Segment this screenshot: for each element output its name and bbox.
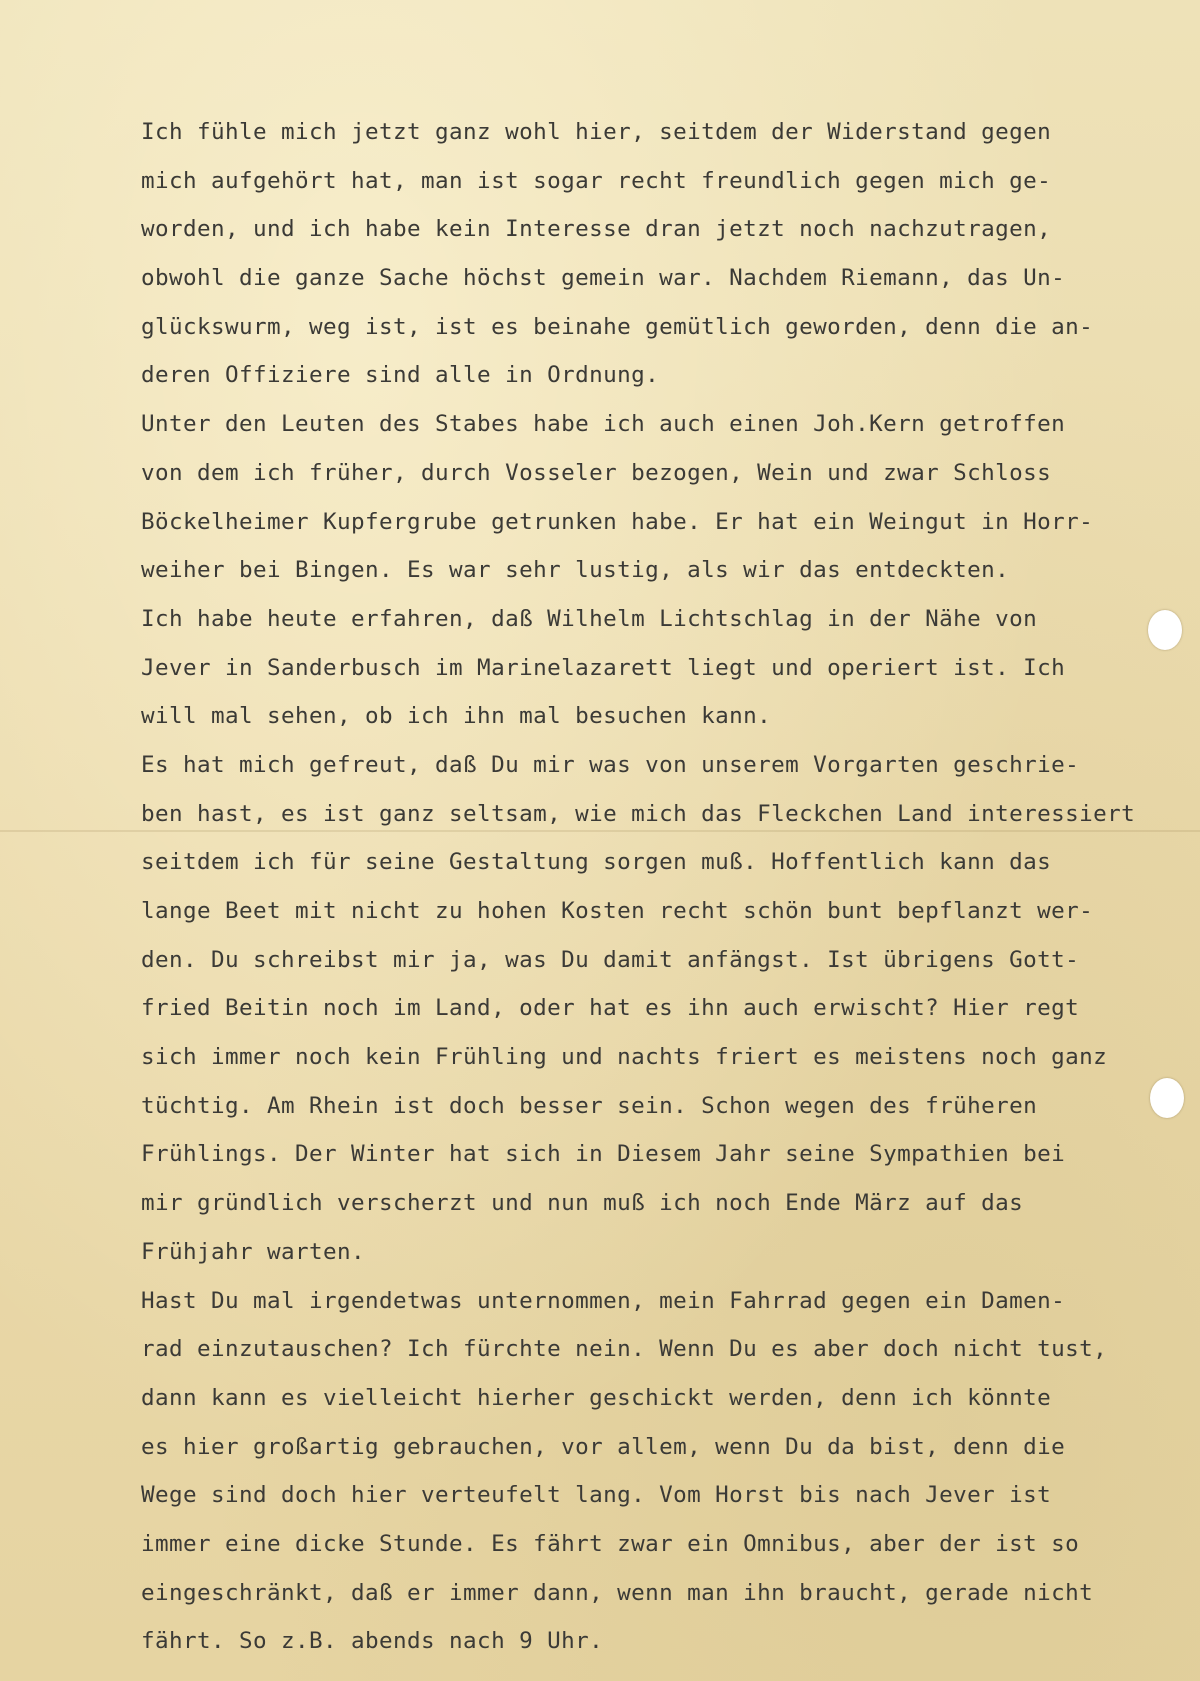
- text-line: deren Offiziere sind alle in Ordnung.: [141, 362, 660, 389]
- text-line: Es hat mich gefreut, daß Du mir was von unserem Vorgarten geschrie-: [141, 751, 1080, 778]
- text-line: Unter den Leuten des Stabes habe ich auch einen Joh.Kern getroffen: [141, 411, 1066, 438]
- text-line: fried Beitin noch im Land, oder hat es ihn auch erwischt? Hier regt: [141, 995, 1080, 1022]
- text-line: weiher bei Bingen. Es war sehr lustig, als wir das entdeckten.: [141, 557, 1010, 584]
- text-line: tüchtig. Am Rhein ist doch besser sein. Schon wegen des früheren: [141, 1092, 1038, 1119]
- text-line: Jever in Sanderbusch im Marinelazarett liegt und operiert ist. Ich: [141, 654, 1066, 681]
- typewritten-letter-body: [141, 108, 1193, 1666]
- text-line: worden, und ich habe kein Interesse dran jetzt noch nachzutragen,: [141, 216, 1052, 243]
- text-line: Wege sind doch hier verteufelt lang. Vom Horst bis nach Jever ist: [141, 1482, 1052, 1509]
- text-line: Hast Du mal irgendetwas unternommen, mein Fahrrad gegen ein Damen-: [141, 1287, 1066, 1314]
- text-line: mich aufgehört hat, man ist sogar recht freundlich gegen mich ge-: [141, 167, 1052, 194]
- text-line: von dem ich früher, durch Vosseler bezogen, Wein und zwar Schloss: [141, 459, 1052, 486]
- text-line: mir gründlich verscherzt und nun muß ich noch Ende März auf das: [141, 1190, 1024, 1217]
- text-line: fährt. So z.B. abends nach 9 Uhr.: [141, 1628, 604, 1655]
- text-line: Frühlings. Der Winter hat sich in Diesem Jahr seine Sympathien bei: [141, 1141, 1066, 1168]
- text-line: seitdem ich für seine Gestaltung sorgen muß. Hoffentlich kann das: [141, 849, 1052, 876]
- text-line: eingeschränkt, daß er immer dann, wenn man ihn braucht, gerade nicht: [141, 1579, 1094, 1606]
- text-line: den. Du schreibst mir ja, was Du damit anfängst. Ist übrigens Gott-: [141, 946, 1080, 973]
- text-line: glückswurm, weg ist, ist es beinahe gemütlich geworden, denn die an-: [141, 313, 1094, 340]
- text-line: Ich fühle mich jetzt ganz wohl hier, seitdem der Widerstand gegen: [141, 119, 1052, 145]
- text-line: rad einzutauschen? Ich fürchte nein. Wenn Du es aber doch nicht tust,: [141, 1336, 1108, 1363]
- text-line: ben hast, es ist ganz seltsam, wie mich das Fleckchen Land interessiert: [141, 800, 1136, 827]
- text-line: immer eine dicke Stunde. Es fährt zwar ein Omnibus, aber der ist so: [141, 1530, 1080, 1557]
- text-line: Böckelheimer Kupfergrube getrunken habe. Er hat ein Weingut in Horr-: [141, 508, 1094, 535]
- text-line: Ich habe heute erfahren, daß Wilhelm Lichtschlag in der Nähe von: [141, 605, 1038, 632]
- text-line: dann kann es vielleicht hierher geschickt werden, denn ich könnte: [141, 1384, 1052, 1411]
- text-line: es hier großartig gebrauchen, vor allem, wenn Du da bist, denn die: [141, 1433, 1066, 1460]
- text-line: Frühjahr warten.: [141, 1238, 366, 1265]
- text-line: lange Beet mit nicht zu hohen Kosten recht schön bunt bepflanzt wer-: [141, 898, 1094, 924]
- text-line: sich immer noch kein Frühling und nachts friert es meistens noch ganz: [141, 1044, 1108, 1071]
- text-line: obwohl die ganze Sache höchst gemein war. Nachdem Riemann, das Un-: [141, 265, 1066, 292]
- text-line: will mal sehen, ob ich ihn mal besuchen kann.: [141, 703, 772, 730]
